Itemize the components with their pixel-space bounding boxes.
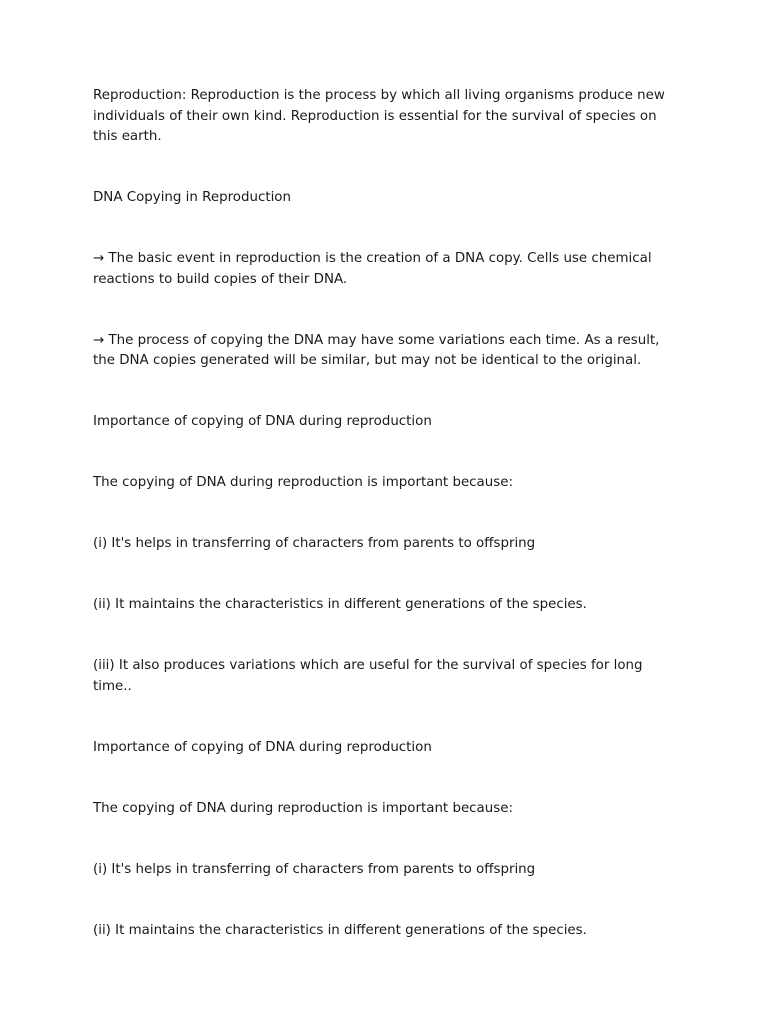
importance-point-3: (iii) It also produces variations which are useful for the survival of species for long time.. — [93, 658, 643, 694]
importance-heading: Importance of copying of DNA during reproduction — [93, 414, 432, 429]
importance-heading-repeat: Importance of copying of DNA during reproduction — [93, 739, 432, 755]
document-page — [93, 86, 683, 982]
dna-copy-variations-paragraph: → The process of copying the DNA may have some variations each time. As a result, the DNA copies generated will be similar, but may not be identical to the original. — [93, 332, 660, 368]
importance-point-1: (i) It's helps in transferring of characters from parents to offspring — [93, 536, 536, 551]
importance-point-2: (ii) It maintains the characteristics in different generations of the species. — [93, 597, 587, 612]
reproduction-definition-paragraph: Reproduction: Reproduction is the process by which all living organisms produce new individuals of their own kind. Reproduction is essential for the survival of species on this earth. — [93, 88, 665, 144]
importance-point-2-repeat: (ii) It maintains the characteristics in different generations of the species. — [93, 922, 587, 938]
dna-copying-heading: DNA Copying in Reproduction — [93, 190, 291, 205]
dna-copy-basic-event-paragraph: → The basic event in reproduction is the creation of a DNA copy. Cells use chemical reactions to build copies of their DNA. — [93, 251, 652, 287]
importance-point-1-repeat: (i) It's helps in transferring of characters from parents to offspring — [93, 861, 536, 877]
importance-intro-paragraph-repeat: The copying of DNA during reproduction is important because: — [93, 800, 513, 816]
importance-intro-paragraph: The copying of DNA during reproduction is important because: — [93, 475, 513, 490]
